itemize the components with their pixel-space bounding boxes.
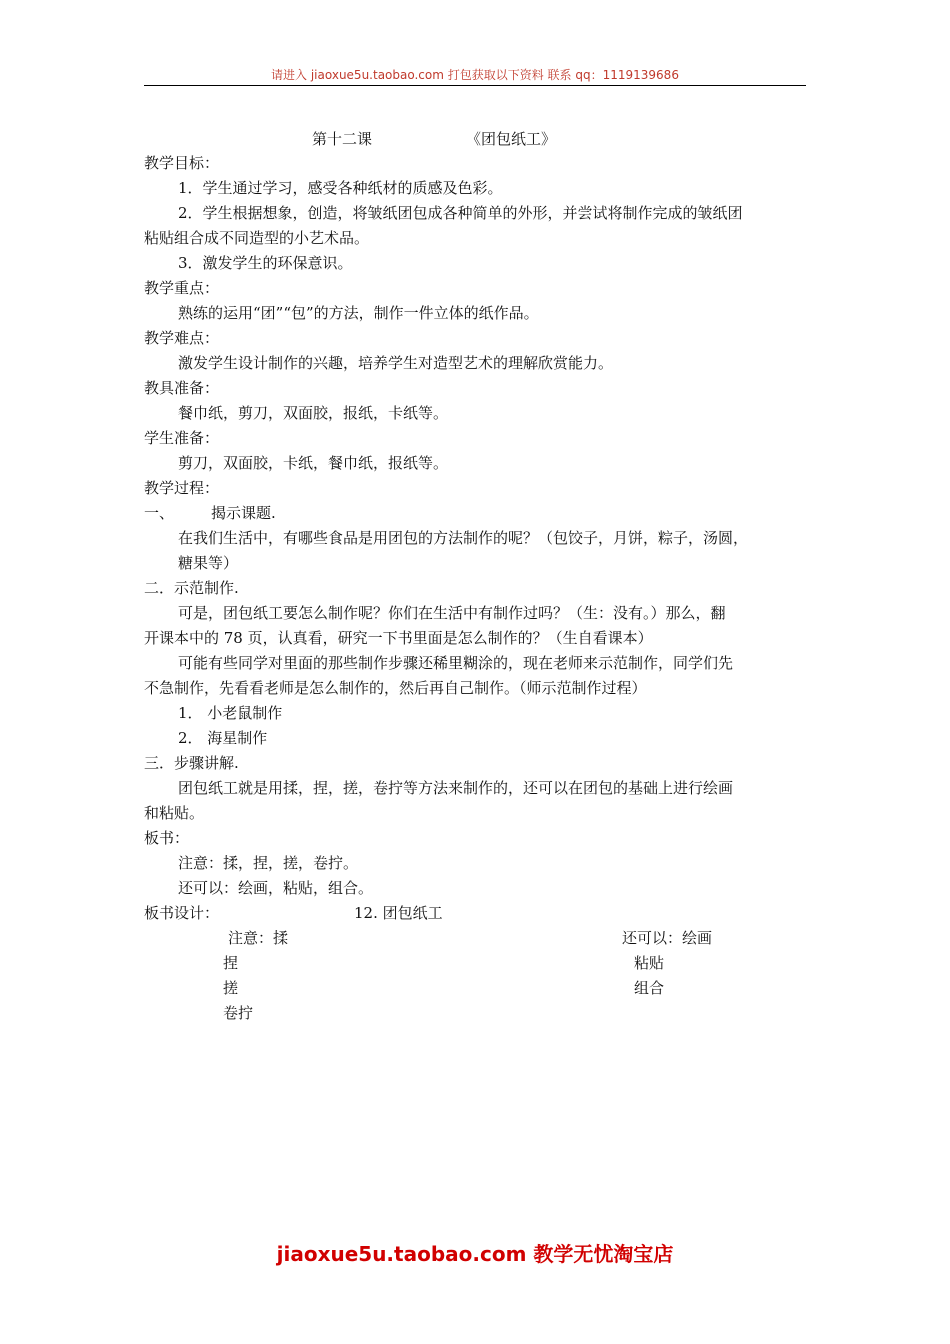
objective-item-2-cont: 粘贴组合成不同造型的小艺术品。: [144, 229, 370, 247]
objective-item-2: 2．学生根据想象，创造，将皱纸团包成各种简单的外形，并尝试将制作完成的皱纸团: [178, 204, 743, 222]
student-prep-text: 剪刀，双面胶，卡纸，餐巾纸，报纸等。: [178, 454, 449, 472]
section-2-para-1: 可是，团包纸工要怎么制作呢？你们在生活中有制作过吗？（生：没有。）那么，翻: [178, 604, 726, 622]
board-design-heading: 板书设计：: [144, 904, 220, 922]
board-left-item: 卷拧: [223, 1004, 254, 1022]
section-2-title: 二．示范制作.: [144, 579, 239, 597]
objective-item-3: 3．激发学生的环保意识。: [178, 254, 353, 272]
difficulties-text: 激发学生设计制作的兴趣，培养学生对造型艺术的理解欣赏能力。: [178, 354, 614, 372]
section-2-item-2: 2． 海星制作: [178, 729, 268, 747]
header-rule: [144, 85, 806, 86]
objective-item-1: 1．学生通过学习，感受各种纸材的质感及色彩。: [178, 179, 503, 197]
board-left-item: 捏: [223, 954, 239, 972]
difficulties-heading: 教学难点：: [144, 329, 220, 347]
board-right-item: 粘贴: [634, 954, 665, 972]
page-header: 请进入 jiaoxue5u.taobao.com 打包获取以下资料 联系 qq：1119139686: [271, 68, 679, 82]
board-right-item: 还可以：绘画: [622, 929, 713, 947]
board-left-item: 注意：揉: [228, 929, 289, 947]
section-2-para-1-cont: 开课本中的 78 页，认真看，研究一下书里面是怎么制作的？（生自看课本）: [144, 629, 653, 647]
board-design-title: 12. 团包纸工: [354, 904, 443, 922]
section-3-para-cont: 和粘贴。: [144, 804, 205, 822]
objectives-heading: 教学目标：: [144, 154, 220, 172]
process-heading: 教学过程：: [144, 479, 220, 497]
section-1-number: 一、: [144, 504, 175, 522]
section-3-para: 团包纸工就是用揉，捏，搓，卷拧等方法来制作的，还可以在团包的基础上进行绘画: [178, 779, 734, 797]
key-points-heading: 教学重点：: [144, 279, 220, 297]
section-2-item-1: 1． 小老鼠制作: [178, 704, 283, 722]
board-also: 还可以：绘画，粘贴，组合。: [178, 879, 374, 897]
board-heading: 板书：: [144, 829, 190, 847]
key-points-text: 熟练的运用“团”“包”的方法，制作一件立体的纸作品。: [178, 304, 539, 322]
teacher-prep-heading: 教具准备：: [144, 379, 220, 397]
board-left-item: 搓: [223, 979, 239, 997]
section-2-para-2-cont: 不急制作，先看看老师是怎么制作的，然后再自己制作。（师示范制作过程）: [144, 679, 647, 697]
section-1-para-cont: 糖果等）: [178, 554, 239, 572]
section-3-title: 三．步骤讲解.: [144, 754, 239, 772]
board-note: 注意：揉，捏，搓，卷拧。: [178, 854, 359, 872]
lesson-title: 《团包纸工》: [466, 130, 557, 148]
student-prep-heading: 学生准备：: [144, 429, 220, 447]
lesson-number: 第十二课: [312, 130, 373, 148]
section-1-title: 揭示课题.: [211, 504, 276, 522]
section-2-para-2: 可能有些同学对里面的那些制作步骤还稀里糊涂的，现在老师来示范制作，同学们先: [178, 654, 734, 672]
teacher-prep-text: 餐巾纸，剪刀，双面胶，报纸，卡纸等。: [178, 404, 449, 422]
section-1-para: 在我们生活中，有哪些食品是用团包的方法制作的呢？（包饺子，月饼，粽子，汤圆，: [178, 529, 749, 547]
page-footer: jiaoxue5u.taobao.com 教学无忧淘宝店: [276, 1242, 674, 1266]
board-right-item: 组合: [634, 979, 665, 997]
